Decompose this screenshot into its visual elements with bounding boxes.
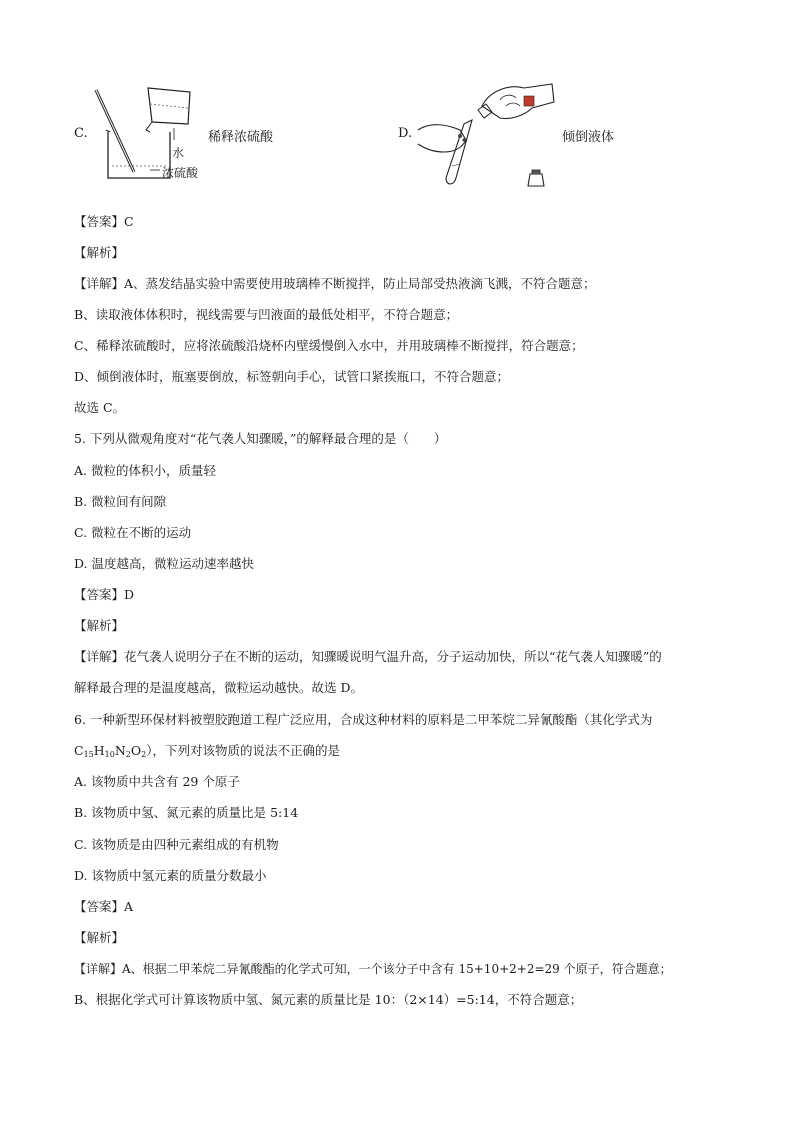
water-label: 水 xyxy=(172,146,185,160)
option-d-caption: 倾倒液体 xyxy=(562,130,615,145)
q6-stem-tail: ），下列对该物质的说法不正确的是 xyxy=(146,743,340,758)
q5-stem: 5. 下列从微观角度对“花气袭人知骤暖，”的解释最合理的是（ ） xyxy=(74,431,447,446)
q6-option-b: B. 该物质中氢、氮元素的质量比是 5:14 xyxy=(74,805,299,820)
option-d-letter: D. xyxy=(398,126,413,141)
q6-answer: 【答案】A xyxy=(74,899,134,914)
q6-detail-a: 【详解】A、根据二甲苯烷二异氰酸酯的化学式可知，一个该分子中含有 15+10+2+2=29 个原子，符合题意； xyxy=(74,962,672,976)
q4-detail-d: D、倾倒液体时，瓶塞要倒放，标签朝向手心，试管口紧挨瓶口，不符合题意； xyxy=(74,369,510,384)
q5-option-b: B. 微粒间有间隙 xyxy=(74,494,167,509)
q4-detail-c: C、稀释浓硫酸时，应将浓硫酸沿烧杯内壁缓慢倒入水中，并用玻璃棒不断搅拌，符合题意； xyxy=(74,338,584,353)
q5-answer: 【答案】D xyxy=(74,587,135,602)
q6-option-a: A. 该物质中共含有 29 个原子 xyxy=(74,774,240,789)
q6-option-d: D. 该物质中氢元素的质量分数最小 xyxy=(74,868,267,883)
formula-h-count: 10 xyxy=(104,750,115,759)
formula-o: O xyxy=(130,743,142,758)
q5-analysis-heading: 【解析】 xyxy=(74,618,125,633)
q5-detail-line-1: 【详解】花气袭人说明分子在不断的运动，知骤暖说明气温升高，分子运动加快，所以“花气袭人知骤暖”的 xyxy=(74,649,662,664)
q6-option-c: C. 该物质是由四种元素组成的有机物 xyxy=(74,837,279,852)
q4-analysis-heading: 【解析】 xyxy=(74,245,125,260)
formula-c-count: 15 xyxy=(83,750,94,759)
option-c-caption: 稀释浓硫酸 xyxy=(208,130,274,145)
q4-answer: 【答案】C xyxy=(74,214,134,229)
acid-label: 浓硫酸 xyxy=(162,166,199,180)
q5-option-d: D. 温度越高，微粒运动速率越快 xyxy=(74,556,255,571)
q4-conclusion: 故选 C。 xyxy=(74,400,126,415)
formula-c: C xyxy=(74,743,84,758)
formula-n-count: 2 xyxy=(125,750,131,759)
q4-detail-b: B、读取液体体积时，视线需要与凹液面的最低处相平，不符合题意； xyxy=(74,307,459,322)
q5-option-c: C. 微粒在不断的运动 xyxy=(74,525,192,540)
pour-liquid-illustration xyxy=(412,82,562,194)
q4-detail-a: 【详解】A、蒸发结晶实验中需要使用玻璃棒不断搅拌，防止局部受热液滴飞溅，不符合题意； xyxy=(74,276,596,291)
q5-option-a: A. 微粒的体积小，质量轻 xyxy=(74,463,216,478)
formula-h: H xyxy=(93,743,105,758)
q6-stem-line-2 xyxy=(74,742,734,764)
q5-detail-line-2: 解释最合理的是温度越高，微粒运动越快。故选 D。 xyxy=(74,680,363,695)
q6-analysis-heading: 【解析】 xyxy=(74,930,125,945)
q6-detail-b: B、根据化学式可计算该物质中氢、氮元素的质量比是 10：（2×14）=5:14，不符合题意； xyxy=(74,992,583,1007)
q6-stem-line-1: 6. 一种新型环保材料被塑胶跑道工程广泛应用，合成这种材料的原料是二甲苯烷二异氰酸酯（其化学式为 xyxy=(74,712,653,727)
formula-n: N xyxy=(114,743,126,758)
option-c-letter: C. xyxy=(74,126,88,141)
figure-row xyxy=(0,82,794,197)
formula-o-count: 2 xyxy=(141,750,147,759)
